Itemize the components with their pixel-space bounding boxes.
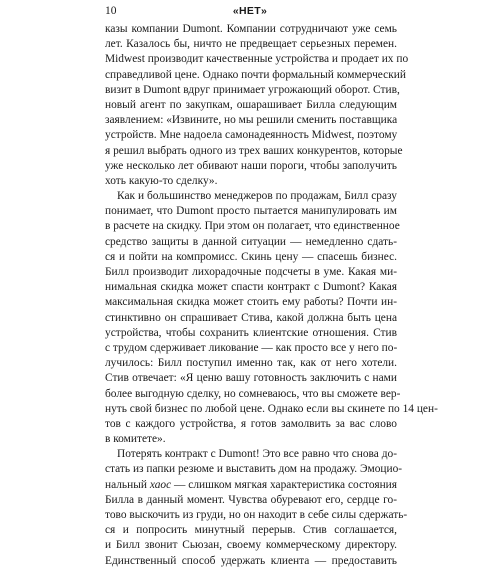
text-line: ся и попросить минутный перерыв. Стив соглашается, [105,524,397,537]
text-line: справедливой цене. Однако почти формальный коммерческий [105,68,406,81]
text-line: ся и пойти на компромисс. Скинь цену — спасешь бизнес. [105,250,397,263]
paragraph-1 [105,22,409,189]
text-line: нуть свой бизнес по любой цене. Однако если вы скинете по 14 цен- [105,402,438,415]
text-line: нимальная скидка может спасти контракт с Dumont? Какая [105,281,397,294]
text-line: новый агент по закупкам, ошарашивает Билла следующим [105,98,397,111]
text-line: тово выскочить из груди, но он находит в себе силы сдержать- [105,509,408,521]
text-line: понимает, что Dumont просто пытается манипулировать им [105,205,397,218]
text-line: хоть какую-то сделку». [105,174,218,187]
text-line: тов с каждого устройства, я готов замолвить за вас слово [105,417,397,430]
text-line: уже несколько лет обивают наши пороги, чтобы заполучить [105,159,397,172]
emphasis-text: хаос [149,478,172,491]
running-title: «НЕТ» [232,5,268,17]
text-line: и Билл звонит Сьюзан, своему коммерческому директору. [105,539,397,552]
text-line: в комитете». [105,433,166,446]
text-line: максимальная скидка может стоить ему работы? Почти ин- [105,296,397,309]
body-text [105,22,438,569]
text-line: средство защиты в данной ситуации — немедленно сдать- [105,235,397,248]
text-line: Midwest производит качественные устройства и продает их по [105,53,409,66]
text-line: Билл производит лихорадочные подсчеты в уме. Какая ми- [105,266,397,278]
text-line: я решил выбрать одного из трех ваших конкурентов, которые [105,144,403,157]
text-line: Потерять контракт с Dumont! Это все равно что снова до- [117,448,397,461]
text-line: нальный хаос — слишком мягкая характеристика состояния [105,478,398,491]
text-line: устройств. Мне надоела самонадеянность Midwest, поэтому [105,129,398,142]
text-line: в расчете на скидку. При этом он полагает, что единственное [105,220,400,233]
paragraph-3 [105,447,408,569]
text-line: Билла в данный момент. Чувства обуревают его, сердце го- [105,493,397,506]
text-line: лет. Казалось бы, ничто не предвещает серьезных перемен. [105,38,397,51]
text-line: стать из папки резюме и выставить дом на продажу. Эмоцио- [105,463,403,476]
text-line: казы компании Dumont. Компании сотрудничают уже семь [105,23,397,35]
text-line: Как и большинство менеджеров по продажам, Билл сразу [117,190,397,203]
text-line: стинктивно он спрашивает Стива, какой должна быть цена [105,311,397,324]
paragraph-2 [105,189,438,447]
text-line: заявлением: «Извините, но мы решили сменить поставщика [105,114,398,127]
text-line: визит в Dumont вдруг принимает угрожающий оборот. Стив, [105,83,400,96]
text-line: устройства, чтобы сохранить клиентские отношения. Стив [105,326,397,339]
running-header [105,4,395,20]
text-line: лучилось: Билл поступил именно так, как от него хотели. [105,357,397,370]
text-line: с трудом сдерживает ликование — как просто все у него по- [105,341,398,354]
page-number: 10 [105,5,117,17]
text-line: Стив отвечает: «Я ценю вашу готовность заключить с нами [105,372,397,385]
text-line: Единственный способ удержать клиента — предоставить [105,554,397,567]
text-line: более выгодную сделку, но сомневаюсь, что вы сможете вер- [105,387,401,400]
